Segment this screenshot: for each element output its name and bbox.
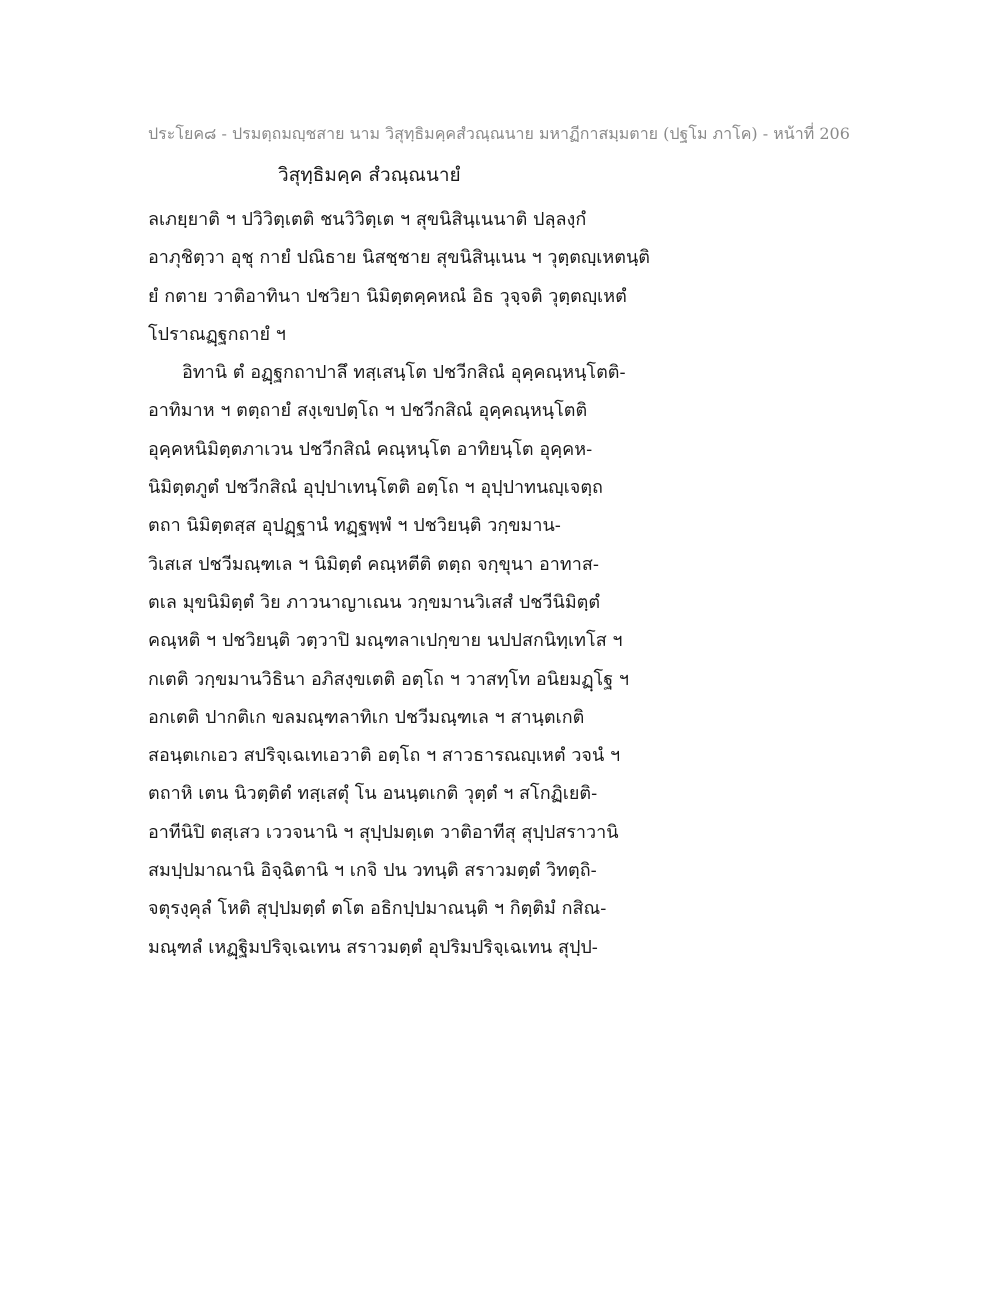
text-line: อิทานิ ตํ อฏฺฐกถาปาลึ ทสฺเสนฺโต ปชวีกสิณํ อุคฺคณฺหนฺโตติ- [182,362,626,384]
text-line: อาทิมาห ฯ ตตฺถายํ สงฺเขปตฺโถ ฯ ปชวีกสิณํ อุคฺคณฺหนฺโตติ [148,400,588,422]
text-line: ตเล มุขนิมิตฺตํ วิย ภาวนาญาเณน วกฺขมานวิเสสํ ปชวีนิมิตฺตํ [148,591,601,613]
body-text [148,201,708,967]
text-line: นิมิตฺตภูตํ ปชวีกสิณํ อุปฺปาเทนฺโตติ อตฺโถ ฯ อุปฺปาทนญฺเจตฺถ [148,477,603,499]
text-line: อุคฺคหนิมิตฺตภาเวน ปชวีกสิณํ คณฺหนฺโต อาทิยนฺโต อุคฺคห- [148,438,593,460]
text-line: โปราณฏฺฐกถายํ ฯ [148,323,286,345]
text-line: อกเตติ ปากติเก ขลมณฺฑลาทิเก ปชวีมณฺฑเล ฯ สานฺตเกติ [148,706,585,728]
text-line: ตถาหิ เตน นิวตฺติตํ ทสฺเสตุํ โน อนนฺตเกติ วุตฺตํ ฯ สโกฏิเยติ- [148,783,598,805]
text-line: ยํ กตาย วาติอาทินา ปชวิยา นิมิตฺตคฺคหณํ อิธ วุจฺจติ วุตฺตญฺเหตํ [148,285,627,307]
text-line: มณฺฑลํ เหฏฺฐิมปริจฺเฉเทน สราวมตฺตํ อุปริมปริจฺเฉเทน สุปฺป- [148,936,598,958]
text-line: คณฺหติ ฯ ปชวิยนฺติ วตฺวาปิ มณฺฑลาเปกฺขาย นปปสกนิทฺเทโส ฯ [148,630,623,652]
text-line: สมปฺปมาณานิ อิจฺฉิตานิ ฯ เกจิ ปน วทนฺติ สราวมตฺตํ วิทตฺถิ- [148,860,597,882]
text-line: จตุรงฺคุลํ โหติ สุปฺปมตฺตํ ตโต อธิกปฺปมาณนฺติ ฯ กิตฺติมํ กสิณ- [148,898,607,920]
text-line: วิเสเส ปชวีมณฺฑเล ฯ นิมิตฺตํ คณฺหตีติ ตตฺถ จกฺขุนา อาทาส- [148,553,599,575]
text-line: ลเภยฺยาติ ฯ ปวิวิตฺเตติ ชนวิวิตฺเต ฯ สุขนิสินฺเนนาติ ปลฺลงฺกํ [148,209,587,230]
running-header: ประโยค๘ - ปรมตฺถมญฺชสาย นาม วิสุทฺธิมคฺคสํวณฺณนาย มหาฏีกาสมฺมตาย (ปฐโม ภาโค) - หน้าที่ 206 [148,124,850,143]
text-line: ตถา นิมิตฺตสฺส อุปฏฺฐานํ ทฏฺฐพฺพํ ฯ ปชวิยนฺติ วกฺขมาน- [148,515,561,537]
text-line: อาทีนิปิ ตสฺเสว เววจนานิ ฯ สุปฺปมตฺเต วาติอาทีสุ สุปฺปสราวานิ [148,821,619,843]
text-line: กเตติ วกฺขมานวิธินา อภิสงฺขเตติ อตฺโถ ฯ วาสทฺโท อนิยมฏฺโฐ ฯ [148,668,629,690]
text-line: อาภุชิตฺวา อุชุ กายํ ปณิธาย นิสชฺชาย สุขนิสินฺเนน ฯ วุตฺตญฺเหตนฺติ [148,247,650,269]
section-title: วิสุทฺธิมคฺค สํวณฺณนายํ [278,164,461,186]
text-line: สอนฺตเกเอว สปริจฺเฉเทเอวาติ อตฺโถ ฯ สาวธารณญฺเหตํ วจนํ ฯ [148,745,621,767]
